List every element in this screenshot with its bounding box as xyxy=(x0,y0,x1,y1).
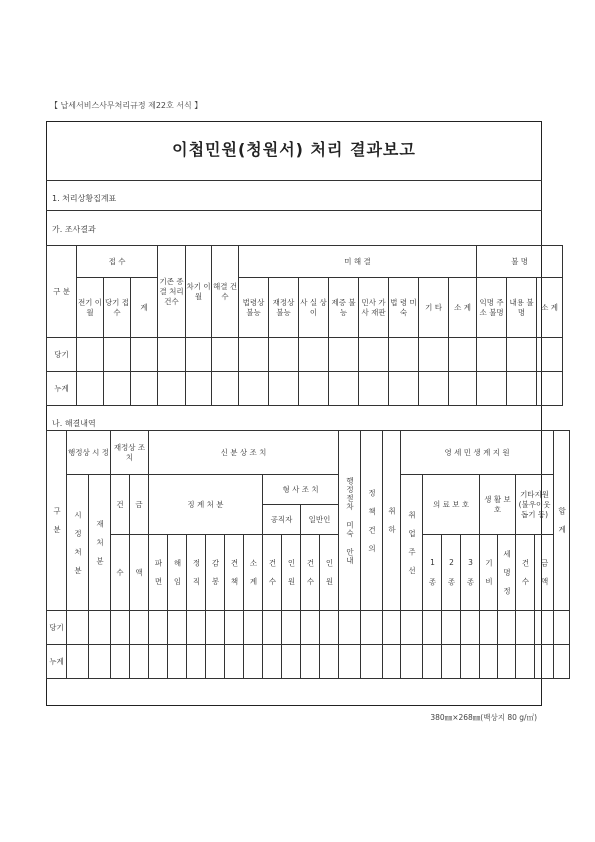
chwiha-header: 취 하 xyxy=(383,431,401,611)
geum-header: 금 xyxy=(130,475,149,535)
geum-aek-header: 액 xyxy=(130,535,149,611)
chagi-iwol-header: 차기 이월 xyxy=(186,246,212,338)
uiryo-sub-header: 1 종 xyxy=(423,535,442,611)
section-1-divider xyxy=(46,210,542,211)
gita-sub-header: 금 액 xyxy=(535,535,554,611)
jaecheobun-header: 재 처 분 xyxy=(89,475,111,611)
geon-header: 건 xyxy=(111,475,130,535)
hapgye-header: 합 계 xyxy=(554,431,570,611)
form-title: 이첩민원(청원서) 처리 결과보고 xyxy=(172,140,416,159)
uiryo-header: 의 료 보 호 xyxy=(423,475,480,535)
jeopsu-header: 접 수 xyxy=(77,246,158,278)
jinggye-sub-header: 소 계 xyxy=(244,535,263,611)
ilsemin-header: 영 세 민 생 계 지 원 xyxy=(401,431,554,475)
investigation-result-table xyxy=(46,245,563,406)
table-row xyxy=(47,338,563,372)
hyeongsa-sub-header: 인 원 xyxy=(320,535,339,611)
section-b-heading: 나. 해결내역 xyxy=(52,419,96,428)
sijeong-cheobun-header: 시 정 처 분 xyxy=(67,475,89,611)
danggi-jeopsu-header: 당기 접수 xyxy=(104,278,131,338)
jeongchaek-header: 정 책 건 의 xyxy=(361,431,383,611)
jeongi-iwol-header: 전기 이월 xyxy=(77,278,104,338)
form-caption: 【 납세서비스사무처리규정 제22호 서식 】 xyxy=(50,101,203,110)
table-row xyxy=(47,645,570,679)
gijon-header: 기존 종결 처리 건수 xyxy=(158,246,186,338)
jinggye-sub-header: 해 임 xyxy=(168,535,187,611)
ilbanin-header: 일반인 xyxy=(301,505,339,535)
sub-header: 법 령 미 숙 xyxy=(389,278,419,338)
jeopsu-gye-header: 계 xyxy=(131,278,158,338)
gubun-header: 구 분 xyxy=(47,246,77,338)
haengjeong-jeolcha-header: 행정절차 미숙 안내 xyxy=(339,431,361,611)
gita-jiwon-header: 기타지원 (불우이웃 돕기 등) xyxy=(516,475,554,535)
hyeongsa-sub-header: 건 수 xyxy=(263,535,282,611)
geon-su-header: 수 xyxy=(111,535,130,611)
jinggye-sub-header: 견 책 xyxy=(225,535,244,611)
haegyeol-header: 해결 건수 xyxy=(212,246,239,338)
sub-header: 소 계 xyxy=(537,278,563,338)
table-row xyxy=(47,372,563,406)
sub-header: 내용 불명 xyxy=(507,278,537,338)
table-row xyxy=(47,611,570,645)
jinggye-header: 징 계 처 분 xyxy=(149,475,263,535)
row-label: 당기 xyxy=(47,338,77,372)
jinggye-sub-header: 정 직 xyxy=(187,535,206,611)
chwieop-header: 취 업 주 선 xyxy=(401,475,423,611)
resolution-detail-table xyxy=(46,430,570,679)
sub-header: 사 실 상 이 xyxy=(299,278,329,338)
gubun-header: 구 분 xyxy=(47,431,67,611)
bulmyeong-header: 불 명 xyxy=(477,246,563,278)
hyeongsa-sub-header: 인 원 xyxy=(282,535,301,611)
sub-header: 익명 주소 불명 xyxy=(477,278,507,338)
section-1-heading: 1. 처리상황집계표 xyxy=(52,194,117,203)
uiryo-sub-header: 3 종 xyxy=(461,535,480,611)
sinbun-jochi-header: 신 분 상 조 치 xyxy=(149,431,339,475)
sub-header: 재정상 불능 xyxy=(269,278,299,338)
uiryo-sub-header: 2 종 xyxy=(442,535,461,611)
jinggye-sub-header: 파 면 xyxy=(149,535,168,611)
sub-header: 법령상 불능 xyxy=(239,278,269,338)
sub-header: 기 타 xyxy=(419,278,449,338)
jinggye-sub-header: 감 봉 xyxy=(206,535,225,611)
saenghwal-sub-header: 기 비 xyxy=(480,535,498,611)
section-a-heading: 가. 조사결과 xyxy=(52,225,96,234)
saenghwal-sub-header: 세 명 정 xyxy=(498,535,516,611)
mihaegyeol-header: 미 해 결 xyxy=(239,246,477,278)
gongjikja-header: 공직자 xyxy=(263,505,301,535)
hyeongsa-header: 형 사 조 치 xyxy=(263,475,339,505)
sub-header: 민사 가사 재판 xyxy=(359,278,389,338)
saenghwal-header: 생 활 보 호 xyxy=(480,475,516,535)
row-label: 누계 xyxy=(47,645,67,679)
sub-header: 제증 불능 xyxy=(329,278,359,338)
paper-spec-note: 380㎜×268㎜(백상지 80 g/㎡) xyxy=(430,713,537,722)
hyeongsa-sub-header: 건 수 xyxy=(301,535,320,611)
row-label: 당기 xyxy=(47,611,67,645)
sub-header: 소 계 xyxy=(449,278,477,338)
jaejeong-jochi-header: 재정상 조 치 xyxy=(111,431,149,475)
haengjeong-sijeong-header: 행정상 시 정 xyxy=(67,431,111,475)
gita-sub-header: 건 수 xyxy=(516,535,535,611)
title-divider xyxy=(46,180,542,181)
row-label: 누계 xyxy=(47,372,77,406)
